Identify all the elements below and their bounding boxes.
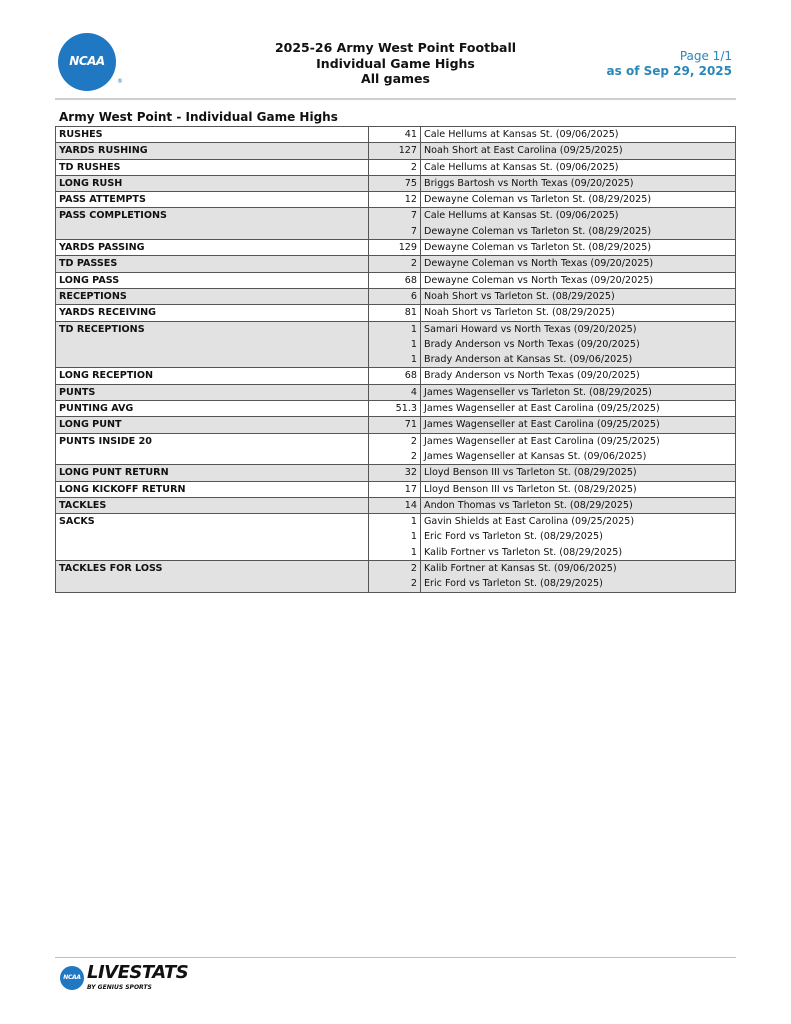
table-row [56, 481, 736, 497]
stat-value: 127 [369, 143, 421, 159]
table-row [56, 288, 736, 304]
table-row [56, 401, 736, 417]
record-group [56, 561, 736, 593]
header-divider [55, 98, 736, 100]
stat-description: Brady Anderson at Kansas St. (09/06/2025) [421, 352, 736, 368]
stat-value: 2 [369, 256, 421, 272]
stat-value: 68 [369, 272, 421, 288]
record-group [56, 368, 736, 384]
stat-description: Noah Short vs Tarleton St. (08/29/2025) [421, 288, 736, 304]
record-group [56, 208, 736, 240]
stat-description: Eric Ford vs Tarleton St. (08/29/2025) [421, 529, 736, 544]
record-group [56, 240, 736, 256]
stat-description: Noah Short vs Tarleton St. (08/29/2025) [421, 305, 736, 321]
stat-category: SACKS [56, 514, 369, 530]
record-group [56, 384, 736, 400]
stat-value: 2 [369, 433, 421, 449]
stat-category: RECEPTIONS [56, 288, 369, 304]
stat-value: 32 [369, 465, 421, 481]
stat-description: Cale Hellums at Kansas St. (09/06/2025) [421, 159, 736, 175]
footer-divider [55, 957, 736, 958]
stat-category [56, 545, 369, 561]
table-row [56, 465, 736, 481]
stat-description: Lloyd Benson III vs Tarleton St. (08/29/2025) [421, 481, 736, 497]
stat-description: Brady Anderson vs North Texas (09/20/2025) [421, 368, 736, 384]
stat-description: Brady Anderson vs North Texas (09/20/2025) [421, 337, 736, 352]
as-of-date: as of Sep 29, 2025 [606, 64, 732, 78]
record-group [56, 288, 736, 304]
stat-category: PASS ATTEMPTS [56, 192, 369, 208]
stat-category: PUNTS [56, 384, 369, 400]
table-row [56, 561, 736, 577]
stat-description: Andon Thomas vs Tarleton St. (08/29/2025) [421, 497, 736, 513]
stat-category [56, 449, 369, 465]
table-row [56, 514, 736, 530]
section-title: Army West Point - Individual Game Highs [59, 110, 338, 124]
stat-category: LONG PUNT [56, 417, 369, 433]
stat-description: Gavin Shields at East Carolina (09/25/2025) [421, 514, 736, 530]
stat-category: PUNTING AVG [56, 401, 369, 417]
stat-value: 7 [369, 224, 421, 240]
page-info [607, 49, 732, 79]
record-group [56, 481, 736, 497]
table-row [56, 384, 736, 400]
table-row [56, 256, 736, 272]
stat-value: 68 [369, 368, 421, 384]
stat-category [56, 352, 369, 368]
stat-value: 4 [369, 384, 421, 400]
title-line-report: Individual Game Highs [316, 55, 475, 71]
stat-value: 1 [369, 352, 421, 368]
record-group [56, 321, 736, 368]
stat-value: 14 [369, 497, 421, 513]
stat-value: 51.3 [369, 401, 421, 417]
record-group [56, 401, 736, 417]
record-group [56, 192, 736, 208]
stat-value: 71 [369, 417, 421, 433]
table-row [56, 433, 736, 449]
stat-category: TACKLES [56, 497, 369, 513]
record-group [56, 417, 736, 433]
record-group [56, 175, 736, 191]
stat-description: Dewayne Coleman vs North Texas (09/20/2025) [421, 272, 736, 288]
stat-description: Dewayne Coleman vs North Texas (09/20/2025) [421, 256, 736, 272]
stat-category [56, 576, 369, 592]
stat-value: 1 [369, 529, 421, 544]
stat-description: Briggs Bartosh vs North Texas (09/20/2025) [421, 175, 736, 191]
stat-category: TD RECEPTIONS [56, 321, 369, 337]
record-group [56, 465, 736, 481]
table-row [56, 127, 736, 143]
stat-category [56, 224, 369, 240]
stat-description: Dewayne Coleman vs Tarleton St. (08/29/2025) [421, 192, 736, 208]
stat-value: 2 [369, 449, 421, 465]
stat-value: 2 [369, 576, 421, 592]
stat-description: James Wagenseller at Kansas St. (09/06/2025) [421, 449, 736, 465]
table-row [56, 529, 736, 544]
report-title [200, 40, 591, 87]
table-row [56, 545, 736, 561]
stat-value: 129 [369, 240, 421, 256]
table-row [56, 352, 736, 368]
stat-category: LONG RUSH [56, 175, 369, 191]
record-group [56, 159, 736, 175]
stat-category [56, 337, 369, 352]
table-row [56, 272, 736, 288]
record-group [56, 305, 736, 321]
stat-description: James Wagenseller at East Carolina (09/25/2025) [421, 401, 736, 417]
table-row [56, 417, 736, 433]
ncaa-logo [58, 33, 116, 91]
registered-mark-icon: ® [117, 78, 123, 85]
page-number: Page 1/1 [679, 49, 732, 63]
stat-description: James Wagenseller at East Carolina (09/25/2025) [421, 433, 736, 449]
stat-description: James Wagenseller at East Carolina (09/25/2025) [421, 417, 736, 433]
table-row [56, 208, 736, 224]
table-row [56, 143, 736, 159]
livestats-subtitle: BY GENIUS SPORTS [87, 984, 152, 991]
table-row [56, 240, 736, 256]
record-group [56, 497, 736, 513]
table-row [56, 576, 736, 592]
record-group [56, 256, 736, 272]
footer-ncaa-logo [60, 966, 84, 990]
game-highs-table [55, 126, 736, 593]
stat-description: James Wagenseller vs Tarleton St. (08/29/2025) [421, 384, 736, 400]
stat-category: LONG PASS [56, 272, 369, 288]
stat-category: PASS COMPLETIONS [56, 208, 369, 224]
table-row [56, 337, 736, 352]
stat-category: YARDS PASSING [56, 240, 369, 256]
stat-value: 12 [369, 192, 421, 208]
footer-ncaa-logo-text: NCAA [63, 974, 81, 981]
title-line-scope: All games [361, 71, 430, 86]
stat-description: Cale Hellums at Kansas St. (09/06/2025) [421, 208, 736, 224]
record-group [56, 127, 736, 143]
stat-value: 1 [369, 545, 421, 561]
stat-description: Dewayne Coleman vs Tarleton St. (08/29/2025) [421, 240, 736, 256]
record-group [56, 514, 736, 561]
livestats-brand: LIVESTATS [87, 962, 189, 983]
stat-description: Eric Ford vs Tarleton St. (08/29/2025) [421, 576, 736, 592]
stat-description: Kalib Fortner at Kansas St. (09/06/2025) [421, 561, 736, 577]
table-row [56, 449, 736, 465]
stat-value: 81 [369, 305, 421, 321]
stat-category: LONG RECEPTION [56, 368, 369, 384]
stat-value: 75 [369, 175, 421, 191]
stat-description: Cale Hellums at Kansas St. (09/06/2025) [421, 127, 736, 143]
stat-value: 7 [369, 208, 421, 224]
title-line-season: 2025-26 Army West Point Football [274, 40, 517, 55]
stat-category: LONG KICKOFF RETURN [56, 481, 369, 497]
stat-category: TD PASSES [56, 256, 369, 272]
stat-value: 1 [369, 337, 421, 352]
table-row [56, 305, 736, 321]
stat-value: 17 [369, 481, 421, 497]
stat-value: 2 [369, 561, 421, 577]
stat-category [56, 529, 369, 544]
stat-category: LONG PUNT RETURN [56, 465, 369, 481]
stat-category: TACKLES FOR LOSS [56, 561, 369, 577]
stat-category: TD RUSHES [56, 159, 369, 175]
table-row [56, 497, 736, 513]
table-row [56, 321, 736, 337]
stat-value: 1 [369, 514, 421, 530]
ncaa-logo-text: NCAA [69, 54, 105, 68]
table-row [56, 368, 736, 384]
stat-description: Samari Howard vs North Texas (09/20/2025) [421, 321, 736, 337]
stat-category: YARDS RUSHING [56, 143, 369, 159]
stat-description: Noah Short at East Carolina (09/25/2025) [421, 143, 736, 159]
stat-value: 1 [369, 321, 421, 337]
stat-category: PUNTS INSIDE 20 [56, 433, 369, 449]
stat-description: Lloyd Benson III vs Tarleton St. (08/29/2025) [421, 465, 736, 481]
stat-value: 2 [369, 159, 421, 175]
record-group [56, 433, 736, 465]
stat-category: RUSHES [56, 127, 369, 143]
table-row [56, 159, 736, 175]
stat-value: 41 [369, 127, 421, 143]
table-row [56, 224, 736, 240]
stat-category: YARDS RECEIVING [56, 305, 369, 321]
record-group [56, 272, 736, 288]
stat-description: Kalib Fortner vs Tarleton St. (08/29/2025) [421, 545, 736, 561]
stat-value: 6 [369, 288, 421, 304]
stat-description: Dewayne Coleman vs Tarleton St. (08/29/2025) [421, 224, 736, 240]
record-group [56, 143, 736, 159]
table-row [56, 175, 736, 191]
table-row [56, 192, 736, 208]
